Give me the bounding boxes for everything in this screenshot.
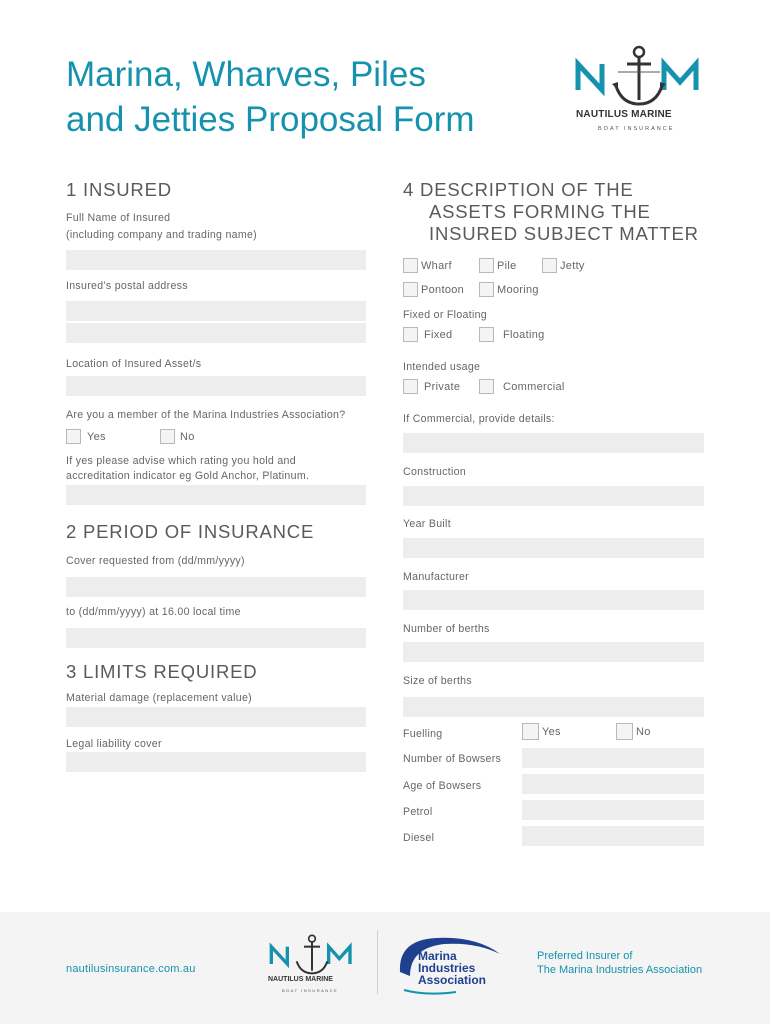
berth-size-field[interactable]: [403, 697, 704, 717]
berths-field[interactable]: [403, 642, 704, 662]
member-yes-checkbox[interactable]: [66, 429, 81, 444]
footer-divider: [377, 930, 378, 994]
section-limits-heading: 3 LIMITS REQUIRED: [66, 661, 258, 682]
floating-option[interactable]: Floating: [479, 327, 545, 342]
full-name-label: Full Name of Insured: [66, 212, 171, 224]
location-field[interactable]: [66, 376, 366, 396]
mia-logo: [396, 932, 504, 996]
website-link[interactable]: nautilusinsurance.com.au: [66, 963, 196, 975]
year-built-field[interactable]: [403, 538, 704, 558]
bowsers-field[interactable]: [522, 748, 704, 768]
fixed-option[interactable]: Fixed: [403, 327, 452, 342]
commercial-details-label: If Commercial, provide details:: [403, 413, 555, 425]
full-name-field[interactable]: [66, 250, 366, 270]
preferred-insurer-text: Preferred Insurer of The Marina Industries Association: [537, 950, 703, 976]
fuelling-yes-option[interactable]: Yes: [522, 723, 561, 740]
fixed-floating-label: Fixed or Floating: [403, 309, 487, 321]
fixed-checkbox[interactable]: [403, 327, 418, 342]
manufacturer-field[interactable]: [403, 590, 704, 610]
berth-size-label: Size of berths: [403, 675, 472, 687]
anchor-logo-icon: [572, 42, 706, 136]
intended-usage-label: Intended usage: [403, 361, 481, 373]
bowsers-label: Number of Bowsers: [403, 753, 502, 765]
construction-field[interactable]: [403, 486, 704, 506]
mooring-checkbox[interactable]: [479, 282, 494, 297]
mia-logo-text: Marina Industries Association: [418, 949, 487, 987]
private-checkbox[interactable]: [403, 379, 418, 394]
page-title: Marina, Wharves, Piles and Jetties Proposal Form: [66, 55, 475, 139]
fuelling-no-option[interactable]: No: [616, 723, 651, 740]
cover-from-field[interactable]: [66, 577, 366, 597]
postal-address-label: Insured’s postal address: [66, 280, 188, 292]
pile-checkbox[interactable]: [479, 258, 494, 273]
cover-to-label: to (dd/mm/yyyy) at 16.00 local time: [66, 606, 241, 618]
footer-nautilus-logo: NAUTILUS MARINE BOAT INSURANCE: [266, 932, 358, 1012]
petrol-field[interactable]: [522, 800, 704, 820]
construction-label: Construction: [403, 466, 467, 478]
section-period-heading: 2 PERIOD OF INSURANCE: [66, 521, 315, 542]
section-description-heading: 4 DESCRIPTION OF THE ASSETS FORMING THE INSURED SUBJECT MATTER: [403, 179, 699, 244]
legal-liability-label: Legal liability cover: [66, 738, 162, 750]
material-damage-field[interactable]: [66, 707, 366, 727]
section-insured-heading: 1 INSURED: [66, 179, 172, 200]
commercial-details-field[interactable]: [403, 433, 704, 453]
fuelling-yes-checkbox[interactable]: [522, 723, 539, 740]
diesel-label: Diesel: [403, 832, 435, 844]
type-mooring-option[interactable]: Mooring: [479, 282, 539, 297]
type-pile-option[interactable]: Pile: [479, 258, 517, 273]
member-no-checkbox[interactable]: [160, 429, 175, 444]
berths-label: Number of berths: [403, 623, 490, 635]
private-option[interactable]: Private: [403, 379, 460, 394]
cover-from-label: Cover requested from (dd/mm/yyyy): [66, 555, 245, 567]
location-label: Location of Insured Asset/s: [66, 358, 202, 370]
rating-label: If yes please advise which rating you hold and: [66, 455, 296, 467]
type-jetty-option[interactable]: Jetty: [542, 258, 585, 273]
wharf-checkbox[interactable]: [403, 258, 418, 273]
pontoon-checkbox[interactable]: [403, 282, 418, 297]
member-question: Are you a member of the Marina Industries Association?: [66, 409, 346, 421]
postal-address-field-1[interactable]: [66, 301, 366, 321]
commercial-checkbox[interactable]: [479, 379, 494, 394]
cover-to-field[interactable]: [66, 628, 366, 648]
logo-text: NAUTILUS MARINE: [576, 109, 672, 120]
jetty-checkbox[interactable]: [542, 258, 557, 273]
year-built-label: Year Built: [403, 518, 451, 530]
fuelling-label: Fuelling: [403, 728, 443, 740]
legal-liability-field[interactable]: [66, 752, 366, 772]
fuelling-no-checkbox[interactable]: [616, 723, 633, 740]
material-damage-label: Material damage (replacement value): [66, 692, 252, 704]
manufacturer-label: Manufacturer: [403, 571, 470, 583]
type-pontoon-option[interactable]: Pontoon: [403, 282, 464, 297]
type-wharf-option[interactable]: Wharf: [403, 258, 452, 273]
rating-sublabel: accreditation indicator eg Gold Anchor, Platinum.: [66, 470, 310, 482]
rating-field[interactable]: [66, 485, 366, 505]
commercial-option[interactable]: Commercial: [479, 379, 565, 394]
postal-address-field-2[interactable]: [66, 323, 366, 343]
nautilus-logo: [572, 42, 706, 136]
floating-checkbox[interactable]: [479, 327, 494, 342]
full-name-sublabel: (including company and trading name): [66, 229, 257, 241]
petrol-label: Petrol: [403, 806, 433, 818]
diesel-field[interactable]: [522, 826, 704, 846]
logo-subtext: BOAT INSURANCE: [598, 126, 675, 132]
footer: [0, 912, 770, 1024]
member-no-option[interactable]: No: [160, 429, 195, 444]
bowser-age-field[interactable]: [522, 774, 704, 794]
member-yes-option[interactable]: Yes: [66, 429, 106, 444]
bowser-age-label: Age of Bowsers: [403, 780, 482, 792]
